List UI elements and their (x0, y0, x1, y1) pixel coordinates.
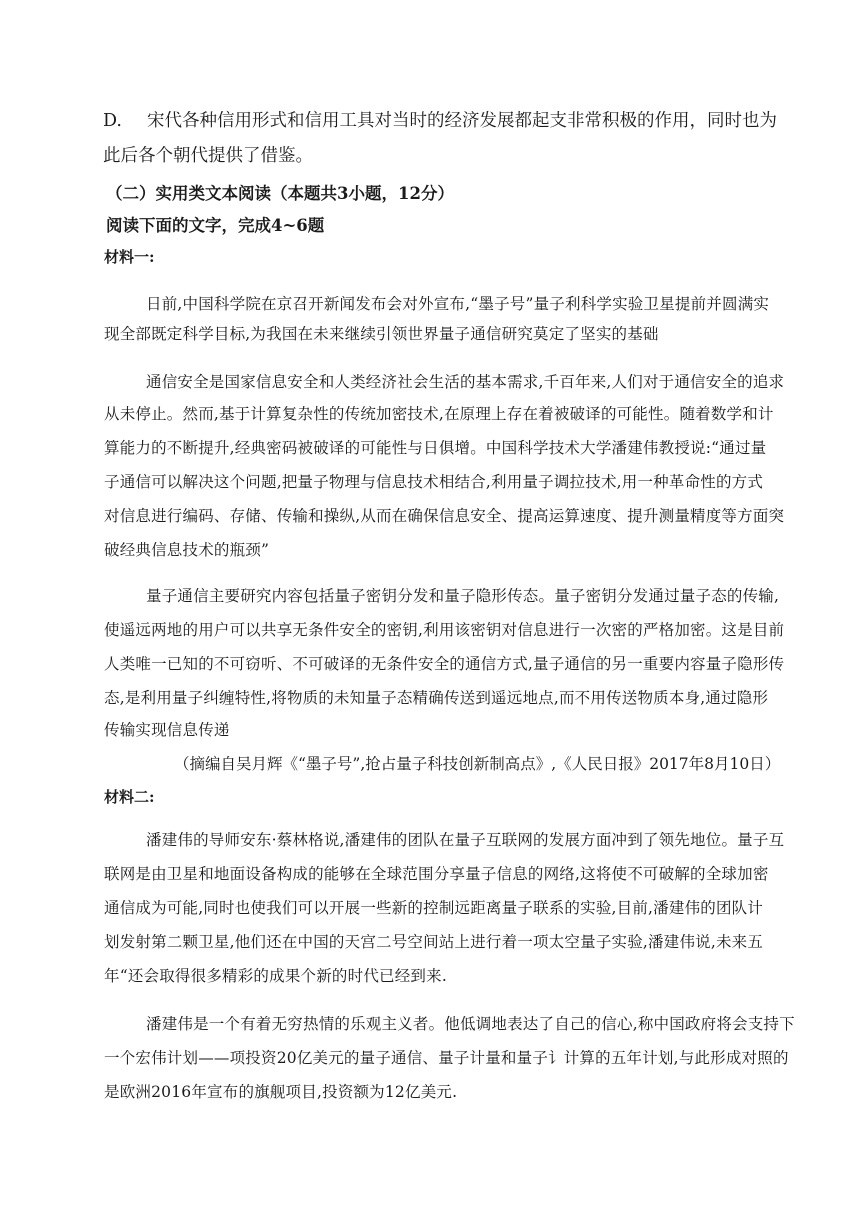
paragraph-line: 人类唯一已知的不可窃听、不可破译的无条件安全的通信方式,量子通信的另一重要内容量子隐形传 (104, 655, 785, 673)
paragraph-line: 年“还会取得很多精彩的成果个新的时代已经到来. (104, 967, 447, 985)
paragraph-line: 使遥远两地的用户可以共享无条件安全的密钥,利用该密钥对信息进行一次密的严格加密。这是目前 (104, 621, 785, 639)
paragraph-line: 日前,中国科学院在京召开新闻发布会对外宣布,“墨子号”量子利科学实验卫星提前并圆满实 (146, 295, 770, 313)
section-heading: （二）实用类文本阅读（本题共3小题，12分） (106, 184, 454, 203)
paragraph-line: 子通信可以解决这个问题,把量子物理与信息技术相结合,利用量子调拉技术,用一种革命性的方式 (104, 473, 764, 491)
paragraph-line: 破经典信息技术的瓶颈” (104, 541, 270, 559)
option-d-label: D. (103, 111, 122, 131)
paragraph-line: 联网是由卫星和地面设备构成的能够在全球范围分享量子信息的网络,这将使不可破解的全球加密 (104, 865, 769, 883)
paragraph-line: 现全部既定科学目标,为我国在未来继续引领世界量子通信研究莫定了坚实的基础 (104, 325, 659, 343)
paragraph-line: 从未停止。然而,基于计算复杂性的传统加密技术,在原理上存在着被破译的可能性。随着数学和计 (104, 405, 774, 423)
paragraph-line: 潘建伟的导师安东·蔡林格说,潘建伟的团队在量子互联网的发展方面冲到了领先地位。量子互 (146, 831, 785, 849)
material-2-label: 材料二: (104, 788, 155, 806)
option-d-line-1 (103, 107, 777, 132)
paragraph-line: 潘建伟是一个有着无穷热情的乐观主义者。他低调地表达了自己的信心,称中国政府将会支持下 (146, 1015, 795, 1033)
section-instruction: 阅读下面的文字，完成4~6题 (106, 216, 325, 235)
paragraph-line: 是欧洲2016年宣布的旗舰项目,投资额为12亿美元. (104, 1083, 458, 1101)
paragraph-line: 传输实现信息传递 (104, 721, 230, 739)
paragraph-line: 算能力的不断提升,经典密码被破译的可能性与日俱增。中国科学技术大学潘建伟教授说:“通过量 (104, 439, 767, 457)
paragraph-line: 通信安全是国家信息安全和人类经济社会生活的基本需求,千百年来,人们对于通信安全的追求 (146, 373, 785, 391)
paragraph-line: 一个宏伟计划——项投资20亿美元的量子通信、量子计量和量子讠计算的五年计划,与此形成对照的 (104, 1049, 789, 1067)
paragraph-line: 态,是利用量子纠缠特性,将物质的未知量子态精确传送到遥远地点,而不用传送物质本身,通过隐形 (104, 689, 769, 707)
paragraph-line: 通信成为可能,同时也使我们可以开展一些新的控制远距离量子联系的实验,目前,潘建伟的团队计 (104, 899, 764, 917)
material-1-label: 材料一: (104, 248, 155, 266)
paragraph-line: 划发射第二颗卫星,他们还在中国的天宫二号空间站上进行着一项太空量子实验,潘建伟说,未来五 (104, 933, 764, 951)
paragraph-line: 对信息进行编码、存储、传输和操纵,从而在确保信息安全、提高运算速度、提升测量精度等方面突 (104, 507, 785, 525)
material-1-source: （摘编自吴月辉《“墨子号”,抢占量子科技创新制高点》,《人民日报》2017年8月10日） (174, 755, 781, 773)
option-d-text-1: 宋代各种信用形式和信用工具对当时的经济发展都起支非常积极的作用，同时也为 (147, 111, 777, 131)
option-d-line-2: 此后各个朝代提供了借鉴。 (103, 146, 313, 166)
paragraph-line: 量子通信主要研究内容包括量子密钥分发和量子隐形传态。量子密钥分发通过量子态的传输, (146, 587, 780, 605)
